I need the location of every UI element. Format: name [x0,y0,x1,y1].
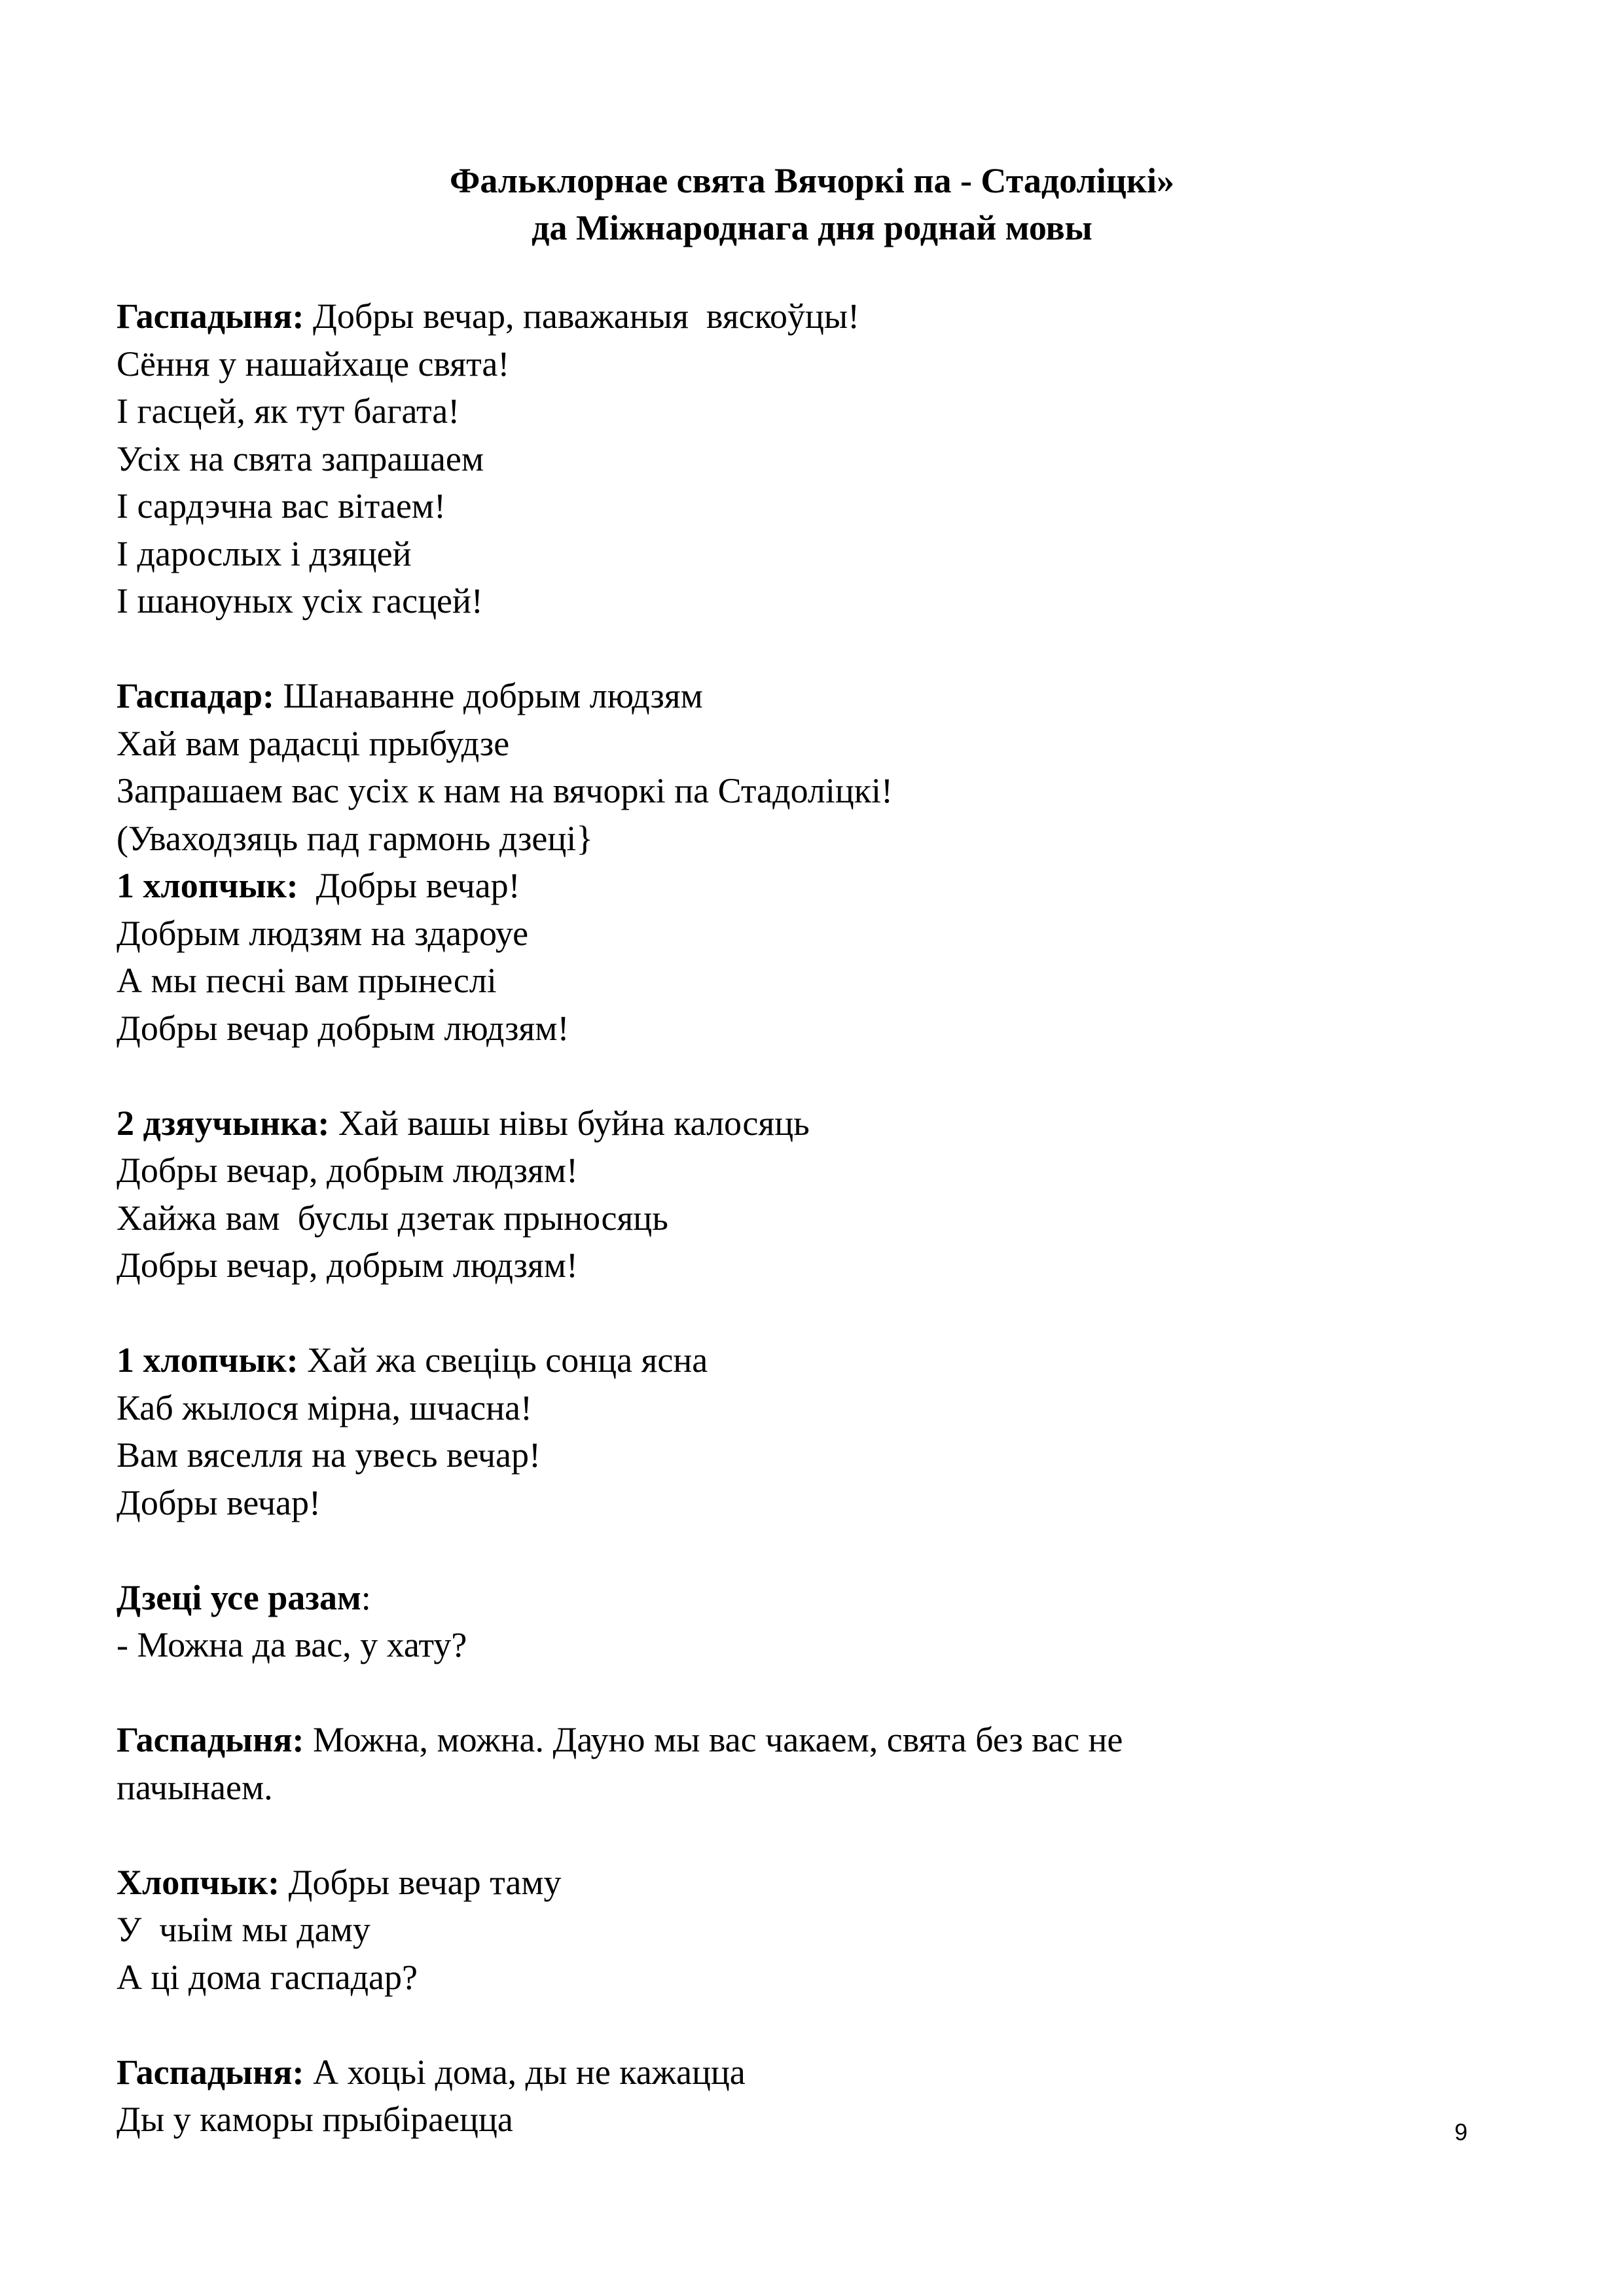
paragraph-gap [117,2001,1524,2049]
dialogue-line: - Можна да вас, у хату? [117,1625,467,1664]
dialogue-line: Добры вечар добрым людзям! [117,1008,569,1048]
dialogue-line: Вам вяселля на увесь вечар! [117,1435,541,1475]
dialogue-block [117,862,1524,1052]
speaker-name: Гаспадыня: [117,296,304,336]
paragraph-gap [117,1526,1524,1574]
dialogue-block [117,1716,1524,1811]
dialogue-block [117,1336,1524,1526]
dialogue-line [117,672,1524,720]
dialogue-line: Ды у каморы прыбіраецца [117,2100,513,2139]
line-text: Добры вечар таму [280,1862,562,1902]
dialogue-block [117,1859,1524,2001]
dialogue-line [117,1574,1524,1622]
dialogue-line: А ці дома гаспадар? [117,1957,418,1997]
script-body [117,293,1524,2144]
paragraph-gap [117,625,1524,673]
paragraph-gap [117,1052,1524,1100]
line-text: Хай жа свеціць сонца ясна [298,1340,708,1380]
dialogue-line [117,1336,1524,1384]
line-text: Можна, можна. Дауно мы вас чакаем, свята без вас не [304,1720,1123,1759]
dialogue-line: І гасцей, як тут багата! [117,391,460,431]
dialogue-line [117,293,1524,340]
line-text: Добры вечар, паважаныя вяскоўцы! [304,296,860,336]
dialogue-line: І сардэчна вас вітаем! [117,486,446,526]
document-subtitle: да Міжнароднага дня роднай мовы [532,208,1092,247]
dialogue-line: Каб жылося мірна, шчасна! [117,1388,533,1427]
dialogue-line: А мы песні вам прынеслі [117,961,497,1000]
dialogue-line: Запрашаем вас усіх к нам на вячоркі па Стадоліцкі! [117,771,893,810]
line-text: Шанаванне добрым людзям [274,676,703,715]
dialogue-block [117,1100,1524,1289]
speaker-name: Гаспадар: [117,676,275,715]
dialogue-line: І шаноуных усіх гасцей! [117,581,483,620]
dialogue-block [117,293,1524,625]
speaker-name: 2 дзяучынка: [117,1103,330,1143]
speaker-name: 1 хлопчык: [117,866,298,905]
dialogue-line: Добры вечар, добрым людзям! [117,1246,578,1285]
speaker-name: 1 хлопчык: [117,1340,298,1380]
dialogue-line: пачынаем. [117,1767,273,1807]
dialogue-line [117,2049,1524,2096]
stage-direction: (Уваходзяць пад гармонь дзеці} [117,818,594,858]
dialogue-line: Добры вечар! [117,1482,321,1522]
line-text: Добры вечар! [298,866,520,905]
dialogue-block [117,1574,1524,1669]
dialogue-line: Сёння у нашайхаце свята! [117,344,510,384]
dialogue-block [117,2049,1524,2144]
dialogue-line: Добрым людзям на здароуе [117,913,529,953]
dialogue-line: Хайжа вам буслы дзетак прыносяць [117,1198,668,1238]
dialogue-line [117,1859,1524,1907]
dialogue-block [117,672,1524,862]
line-text: А хоцьі дома, ды не кажацца [304,2052,746,2092]
dialogue-line [117,1100,1524,1147]
paragraph-gap [117,1669,1524,1717]
dialogue-line [117,862,1524,910]
speaker-name: Гаспадыня: [117,1720,304,1759]
page-number: 9 [1454,2119,1468,2145]
speaker-name: Хлопчык: [117,1862,280,1902]
dialogue-line: І дарослых і дзяцей [117,533,412,573]
dialogue-line: У чыім мы даму [117,1910,370,1949]
dialogue-line: Добры вечар, добрым людзям! [117,1151,578,1190]
speaker-name: Дзеці усе разам [117,1577,361,1617]
paragraph-gap [117,1811,1524,1859]
dialogue-line: Усіх на свята запрашаем [117,439,484,478]
line-text: Хай вашы нівы буйна калосяць [329,1103,810,1143]
document-title: Фальклорнае свята Вячоркі па - Стадоліцкі» [449,161,1175,200]
dialogue-line: Хай вам радасці прыбудзе [117,723,510,763]
speaker-name: Гаспадыня: [117,2052,304,2092]
line-text: : [361,1577,371,1617]
dialogue-line [117,1716,1524,1764]
paragraph-gap [117,1289,1524,1337]
